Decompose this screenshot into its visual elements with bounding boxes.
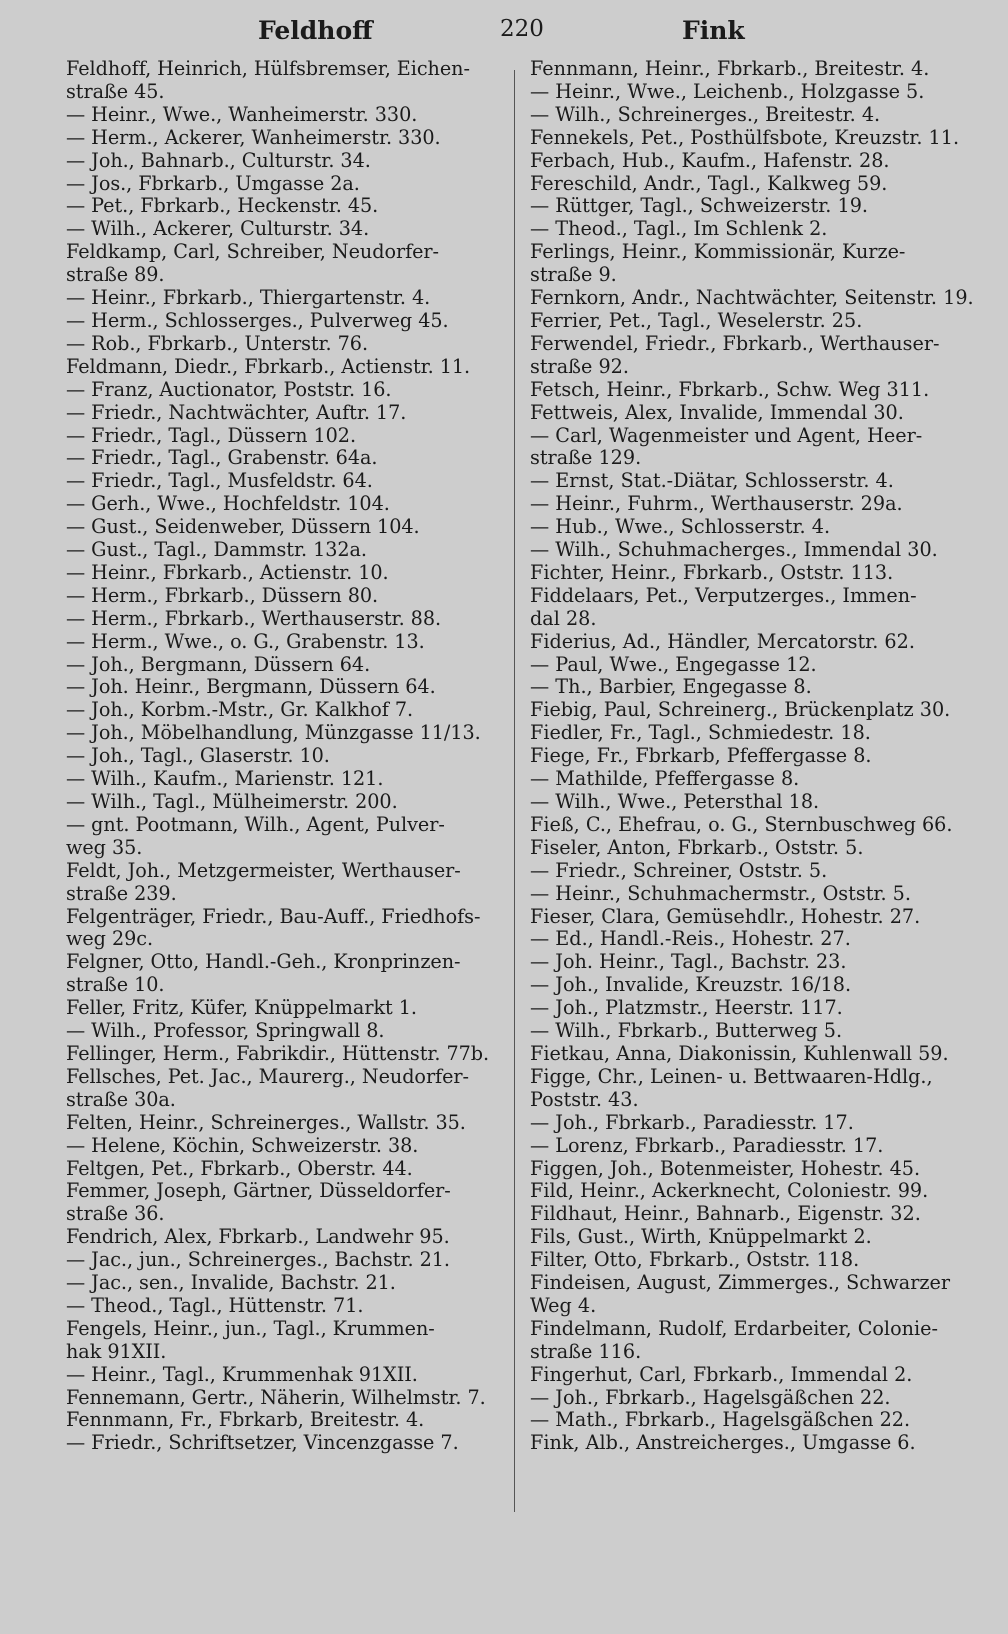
directory-line: — Herm., Ackerer, Wanheimerstr. 330. xyxy=(66,125,441,149)
directory-line: Fiebig, Paul, Schreinerg., Brückenplatz 30. xyxy=(530,698,951,722)
directory-line: Feldmann, Diedr., Fbrkarb., Actienstr. 11. xyxy=(66,354,471,378)
directory-line: — Joh., Platzmstr., Heerstr. 117. xyxy=(530,996,843,1020)
directory-line: Fink, Alb., Anstreicherges., Umgasse 6. xyxy=(530,1431,916,1455)
directory-line: — Jac., sen., Invalide, Bachstr. 21. xyxy=(66,1271,396,1295)
directory-line: — Heinr., Schuhmachermstr., Oststr. 5. xyxy=(530,881,911,905)
directory-line: straße 239. xyxy=(66,881,177,905)
directory-line: — Joh., Bahnarb., Culturstr. 34. xyxy=(66,148,371,172)
directory-line: Fiderius, Ad., Händler, Mercatorstr. 62. xyxy=(530,629,915,653)
directory-line: — Theod., Tagl., Im Schlenk 2. xyxy=(530,217,828,241)
directory-line: Fichter, Heinr., Fbrkarb., Oststr. 113. xyxy=(530,560,894,584)
directory-line: — Theod., Tagl., Hüttenstr. 71. xyxy=(66,1293,364,1317)
directory-line: straße 89. xyxy=(66,263,165,287)
directory-line: Fengels, Heinr., jun., Tagl., Krummen- xyxy=(66,1316,435,1340)
directory-line: — Heinr., Wwe., Wanheimerstr. 330. xyxy=(66,102,418,126)
directory-line: Fennmann, Heinr., Fbrkarb., Breitestr. 4. xyxy=(530,57,930,80)
directory-line: Fiseler, Anton, Fbrkarb., Oststr. 5. xyxy=(530,835,864,859)
directory-line: — Wilh., Professor, Springwall 8. xyxy=(66,1019,385,1043)
directory-line: Fereschild, Andr., Tagl., Kalkweg 59. xyxy=(530,171,888,195)
directory-line: Ferbach, Hub., Kaufm., Hafenstr. 28. xyxy=(530,148,890,172)
directory-line: — Mathilde, Pfeffergasse 8. xyxy=(530,767,800,791)
directory-line: Fellsches, Pet. Jac., Maurerg., Neudorfer- xyxy=(66,1064,469,1088)
directory-line: Weg 4. xyxy=(530,1293,597,1317)
directory-line: Ferrier, Pet., Tagl., Weselerstr. 25. xyxy=(530,308,863,332)
directory-line: — Math., Fbrkarb., Hagelsgäßchen 22. xyxy=(530,1408,911,1432)
column-divider xyxy=(514,70,515,1512)
directory-line: Fils, Gust., Wirth, Knüppelmarkt 2. xyxy=(530,1225,872,1249)
directory-line: — Joh., Möbelhandlung, Münzgasse 11/13. xyxy=(66,721,481,745)
directory-line: — Helene, Köchin, Schweizerstr. 38. xyxy=(66,1133,419,1157)
directory-line: — Joh., Korbm.-Mstr., Gr. Kalkhof 7. xyxy=(66,698,414,722)
directory-line: — Th., Barbier, Engegasse 8. xyxy=(530,675,812,699)
directory-line: Ferwendel, Friedr., Fbrkarb., Werthauser- xyxy=(530,331,940,355)
directory-line: Femmer, Joseph, Gärtner, Düsseldorfer- xyxy=(66,1179,451,1203)
directory-line: Fernkorn, Andr., Nachtwächter, Seitenstr. 19. xyxy=(530,286,974,310)
directory-line: — Rüttger, Tagl., Schweizerstr. 19. xyxy=(530,194,869,218)
header-left-catchword: Feldhoff xyxy=(258,16,373,45)
directory-line: — Heinr., Fbrkarb., Actienstr. 10. xyxy=(66,560,389,584)
directory-line: Fiege, Fr., Fbrkarb, Pfeffergasse 8. xyxy=(530,744,872,768)
directory-line: Feldkamp, Carl, Schreiber, Neudorfer- xyxy=(66,240,439,264)
directory-line: Fingerhut, Carl, Fbrkarb., Immendal 2. xyxy=(530,1362,913,1386)
directory-line: — Friedr., Schreiner, Oststr. 5. xyxy=(530,858,828,882)
directory-line: — Gust., Tagl., Dammstr. 132a. xyxy=(66,538,367,562)
directory-line: — Gerh., Wwe., Hochfeldstr. 104. xyxy=(66,492,390,516)
directory-line: Fellinger, Herm., Fabrikdir., Hüttenstr. 77b. xyxy=(66,1041,490,1065)
directory-line: Fildhaut, Heinr., Bahnarb., Eigenstr. 32. xyxy=(530,1202,921,1226)
directory-line: Feltgen, Pet., Fbrkarb., Oberstr. 44. xyxy=(66,1156,413,1180)
directory-line: Felgner, Otto, Handl.-Geh., Kronprinzen- xyxy=(66,950,461,974)
directory-line: Fieser, Clara, Gemüsehdlr., Hohestr. 27. xyxy=(530,904,921,928)
directory-line: — Carl, Wagenmeister und Agent, Heer- xyxy=(530,423,923,447)
directory-line: — Rob., Fbrkarb., Unterstr. 76. xyxy=(66,331,369,355)
directory-line: straße 129. xyxy=(530,446,642,470)
directory-line: — Friedr., Tagl., Düssern 102. xyxy=(66,423,357,447)
directory-line: — Herm., Fbrkarb., Werthauserstr. 88. xyxy=(66,606,442,630)
directory-line: Fettweis, Alex, Invalide, Immendal 30. xyxy=(530,400,904,424)
directory-line: — Pet., Fbrkarb., Heckenstr. 45. xyxy=(66,194,379,218)
directory-line: — Heinr., Fuhrm., Werthauserstr. 29a. xyxy=(530,492,903,516)
directory-line: — Friedr., Tagl., Musfeldstr. 64. xyxy=(66,469,373,493)
directory-line: Feldhoff, Heinrich, Hülfsbremser, Eichen- xyxy=(66,57,470,80)
directory-line: — Joh. Heinr., Bergmann, Düssern 64. xyxy=(66,675,436,699)
directory-line: Findeisen, August, Zimmerges., Schwarzer xyxy=(530,1271,951,1295)
directory-line: straße 116. xyxy=(530,1339,642,1363)
directory-line: Filter, Otto, Fbrkarb., Oststr. 118. xyxy=(530,1248,860,1272)
directory-line: — Joh., Tagl., Glaserstr. 10. xyxy=(66,744,330,768)
directory-line: — Wilh., Schuhmacherges., Immendal 30. xyxy=(530,538,938,562)
directory-line: straße 10. xyxy=(66,973,165,997)
directory-line: — Joh., Fbrkarb., Paradiesstr. 17. xyxy=(530,1110,854,1134)
directory-line: — Lorenz, Fbrkarb., Paradiesstr. 17. xyxy=(530,1133,884,1157)
directory-line: — Wilh., Ackerer, Culturstr. 34. xyxy=(66,217,370,241)
directory-line: hak 91XII. xyxy=(66,1339,167,1363)
directory-line: — Jos., Fbrkarb., Umgasse 2a. xyxy=(66,171,360,195)
directory-line: Fild, Heinr., Ackerknecht, Coloniestr. 99. xyxy=(530,1179,929,1203)
directory-line: Fieß, C., Ehefrau, o. G., Sternbuschweg 66. xyxy=(530,812,953,836)
directory-line: straße 36. xyxy=(66,1202,165,1226)
left-column xyxy=(66,58,506,1455)
directory-line: — Ernst, Stat.-Diätar, Schlosserstr. 4. xyxy=(530,469,894,493)
directory-line: straße 30a. xyxy=(66,1087,176,1111)
directory-line: weg 29c. xyxy=(66,927,154,951)
directory-line: Fetsch, Heinr., Fbrkarb., Schw. Weg 311. xyxy=(530,377,930,401)
directory-line: — Herm., Fbrkarb., Düssern 80. xyxy=(66,583,379,607)
directory-line: — Gust., Seidenweber, Düssern 104. xyxy=(66,515,420,539)
directory-line: — Heinr., Wwe., Leichenb., Holzgasse 5. xyxy=(530,79,925,103)
directory-line: Felgenträger, Friedr., Bau-Auff., Friedhofs- xyxy=(66,904,481,928)
directory-line: Fennekels, Pet., Posthülfsbote, Kreuzstr. 11. xyxy=(530,125,960,149)
directory-line: — Ed., Handl.-Reis., Hohestr. 27. xyxy=(530,927,851,951)
directory-line: Felten, Heinr., Schreinerges., Wallstr. 35. xyxy=(66,1110,466,1134)
directory-line: Fendrich, Alex, Fbrkarb., Landwehr 95. xyxy=(66,1225,450,1249)
header-right-catchword: Fink xyxy=(682,16,745,45)
directory-line: — Heinr., Fbrkarb., Thiergartenstr. 4. xyxy=(66,286,431,310)
directory-line: straße 45. xyxy=(66,79,165,103)
directory-line: — Joh., Invalide, Kreuzstr. 16/18. xyxy=(530,973,852,997)
directory-line: Ferlings, Heinr., Kommissionär, Kurze- xyxy=(530,240,906,264)
directory-line: Fiddelaars, Pet., Verputzerges., Immen- xyxy=(530,583,917,607)
directory-line: — Heinr., Tagl., Krummenhak 91XII. xyxy=(66,1362,418,1386)
directory-line: — Joh. Heinr., Tagl., Bachstr. 23. xyxy=(530,950,847,974)
directory-line: Figgen, Joh., Botenmeister, Hohestr. 45. xyxy=(530,1156,921,1180)
directory-line: — Wilh., Wwe., Petersthal 18. xyxy=(530,790,820,813)
directory-line: — Herm., Wwe., o. G., Grabenstr. 13. xyxy=(66,629,425,653)
directory-line: Fiedler, Fr., Tagl., Schmiedestr. 18. xyxy=(530,721,871,745)
directory-line: — Friedr., Schriftsetzer, Vincenzgasse 7. xyxy=(66,1431,459,1455)
running-header xyxy=(0,16,1008,56)
directory-line: — gnt. Pootmann, Wilh., Agent, Pulver- xyxy=(66,812,445,836)
directory-line: — Joh., Bergmann, Düssern 64. xyxy=(66,652,371,676)
directory-line: Findelmann, Rudolf, Erdarbeiter, Colonie- xyxy=(530,1316,938,1340)
directory-line: Feller, Fritz, Küfer, Knüppelmarkt 1. xyxy=(66,996,417,1020)
directory-line: — Wilh., Kaufm., Marienstr. 121. xyxy=(66,767,384,791)
directory-line: straße 92. xyxy=(530,354,629,378)
directory-line: — Wilh., Fbrkarb., Butterweg 5. xyxy=(530,1019,843,1043)
directory-line: Fennmann, Fr., Fbrkarb, Breitestr. 4. xyxy=(66,1408,425,1432)
directory-line: weg 35. xyxy=(66,835,143,859)
directory-line: — Jac., jun., Schreinerges., Bachstr. 21. xyxy=(66,1248,450,1272)
directory-line: — Paul, Wwe., Engegasse 12. xyxy=(530,652,817,676)
directory-line: Figge, Chr., Leinen- u. Bettwaaren-Hdlg., xyxy=(530,1064,933,1088)
directory-line: Feldt, Joh., Metzgermeister, Werthauser- xyxy=(66,858,461,882)
page-number: 220 xyxy=(500,16,544,42)
directory-line: — Franz, Auctionator, Poststr. 16. xyxy=(66,377,392,401)
directory-line: — Friedr., Nachtwächter, Auftr. 17. xyxy=(66,400,407,424)
directory-line: — Friedr., Tagl., Grabenstr. 64a. xyxy=(66,446,378,470)
directory-line: — Hub., Wwe., Schlosserstr. 4. xyxy=(530,515,831,539)
directory-line: — Wilh., Tagl., Mülheimerstr. 200. xyxy=(66,790,398,813)
directory-line: dal 28. xyxy=(530,606,597,630)
directory-line: — Joh., Fbrkarb., Hagelsgäßchen 22. xyxy=(530,1385,891,1409)
directory-line: — Wilh., Schreinerges., Breitestr. 4. xyxy=(530,102,881,126)
directory-line: straße 9. xyxy=(530,263,617,287)
directory-line: — Herm., Schlosserges., Pulverweg 45. xyxy=(66,308,449,332)
directory-line: Fietkau, Anna, Diakonissin, Kuhlenwall 59. xyxy=(530,1041,949,1065)
directory-line: Poststr. 43. xyxy=(530,1087,639,1111)
right-column xyxy=(530,58,976,1455)
directory-line: Fennemann, Gertr., Näherin, Wilhelmstr. 7. xyxy=(66,1385,486,1409)
